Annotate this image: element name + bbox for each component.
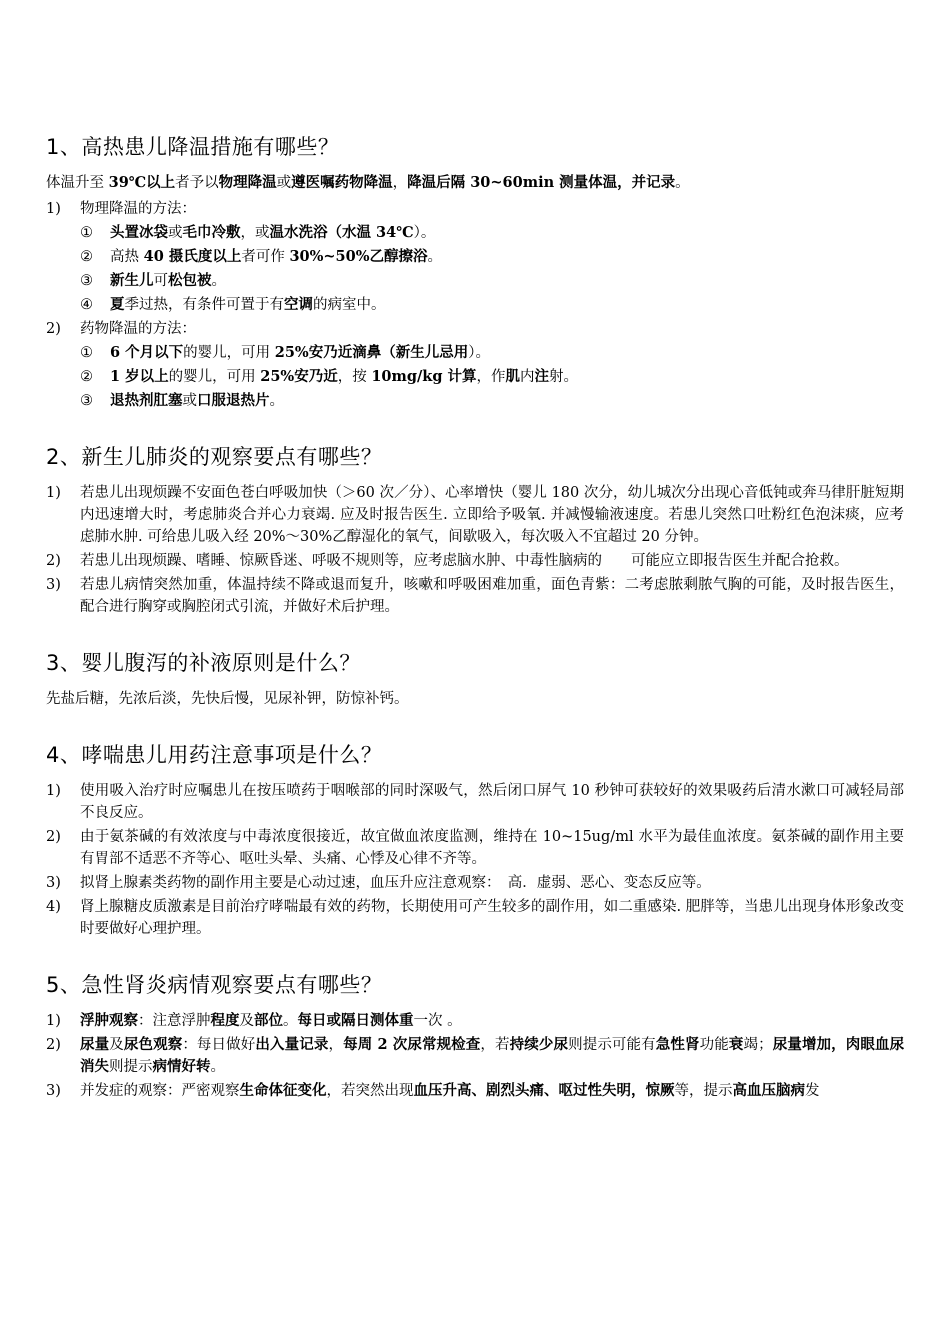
sub-list-item: ① 6 个月以下的婴儿，可用 25%安乃近滴鼻（新生儿忌用）。 — [80, 344, 490, 361]
list-item: 1) 若患儿出现烦躁不安面色苍白呼吸加快（＞60 次／分）、心率增快（婴儿 180 次分，幼儿城次分出现心音低钝或奔马律肝脏短期内迅速增大时，考虑肺炎合并心力衰竭. 应及时报告医生. 立即给予吸氧. 并减慢输液速度。若患儿突然口吐粉红色泡沫痰，应考虑肺水肿. 可给患儿吸入经 20%～30%乙醇湿化的氧气，间歇吸入，每次吸入不宜超过 20 分钟。 — [46, 485, 904, 545]
list-item: 2) 尿量及尿色观察：每日做好出入量记录，每周 2 次尿常规检查，若持续少尿则提示可能有急性肾功能衰竭；尿量增加，肉眼血尿消失则提示病情好转。 — [46, 1036, 905, 1075]
list-item: 3) 若患儿病情突然加重，体温持续不降或退而复升，咳嗽和呼吸困难加重，面色青紫：二考虑脓剩脓气胸的可能，及时报告医生，配合进行胸穿或胸腔闭式引流，并做好术后护理。 — [46, 577, 904, 615]
sub-list-item: ② 1 岁以上的婴儿，可用 25%安乃近，按 10mg/kg 计算，作肌内注射。 — [80, 368, 579, 385]
list-item: 3) 拟肾上腺素类药物的副作用主要是心动过速，血压升应注意观察： 高．虚弱、恶心、变态反应等。 — [46, 875, 711, 891]
section-2-title: 2、新生儿肺炎的观察要点有哪些？ — [46, 445, 383, 469]
section-1-intro: 体温升至 39℃以上者予以物理降温或遵医嘱药物降温，降温后隔 30~60min 测量体温，并记录。 — [46, 174, 690, 191]
list-item: 3) 并发症的观察：严密观察生命体征变化，若突然出现血压升高、剧烈头痛、呕过性失明，惊厥等，提示高血压脑病发 — [46, 1082, 820, 1099]
sub-list-item: ② 高热 40 摄氏度以上者可作 30%~50%乙醇擦浴。 — [80, 248, 443, 265]
section-4-title: 4、哮喘患儿用药注意事项是什么？ — [46, 743, 383, 767]
sub-list-item: ① 头置冰袋或毛巾冷敷，或温水洗浴（水温 34℃）。 — [80, 224, 436, 241]
list-item: 1) 使用吸入治疗时应嘱患儿在按压喷药于咽喉部的同时深吸气，然后闭口屏气 10 秒钟可获较好的效果吸药后清水漱口可减轻局部不良反应。 — [46, 783, 904, 821]
document-page — [46, 132, 904, 1132]
sub-list-item: ④ 夏季过热，有条件可置于有空调的病室中。 — [80, 296, 386, 313]
sub-list-item: ③ 退热剂肛塞或口服退热片。 — [80, 392, 284, 409]
list-item: 1) 物理降温的方法： — [46, 201, 196, 217]
list-item: 2) 由于氨茶碱的有效浓度与中毒浓度很接近，故宜做血浓度监测，维持在 10~15ug/ml 水平为最佳血浓度。氨茶碱的副作用主要有胃部不适恶不齐等心、呕吐头晕、头痛、心悸及心律不齐等。 — [46, 829, 904, 867]
section-1-title: 1、高热患儿降温措施有哪些？ — [46, 135, 340, 159]
section-5 — [46, 970, 904, 1102]
section-3 — [46, 648, 904, 710]
section-1 — [46, 132, 904, 412]
list-item: 2) 若患儿出现烦躁、嗜睡、惊厥昏迷、呼吸不规则等，应考虑脑水肿、中毒性脑病的 可能应立即报告医生并配合抢救。 — [46, 553, 849, 569]
list-item: 1) 浮肿观察：注意浮肿程度及部位。每日或隔日测体重一次 。 — [46, 1012, 462, 1029]
sub-list-item: ③ 新生儿可松包被。 — [80, 272, 226, 289]
section-5-title: 5、急性肾炎病情观察要点有哪些？ — [46, 973, 383, 997]
section-4 — [46, 740, 904, 940]
list-item: 4) 肾上腺糖皮质激素是目前治疗哮喘最有效的药物，长期使用可产生较多的副作用，如二重感染. 肥胖等，当患儿出现身体形象改变时要做好心理护理。 — [46, 899, 904, 937]
list-item: 2) 药物降温的方法： — [46, 321, 196, 337]
section-2 — [46, 442, 904, 618]
section-3-text: 先盐后糖，先浓后淡，先快后慢，见尿补钾，防惊补钙。 — [46, 691, 409, 707]
section-3-title: 3、婴儿腹泻的补液原则是什么？ — [46, 651, 361, 675]
